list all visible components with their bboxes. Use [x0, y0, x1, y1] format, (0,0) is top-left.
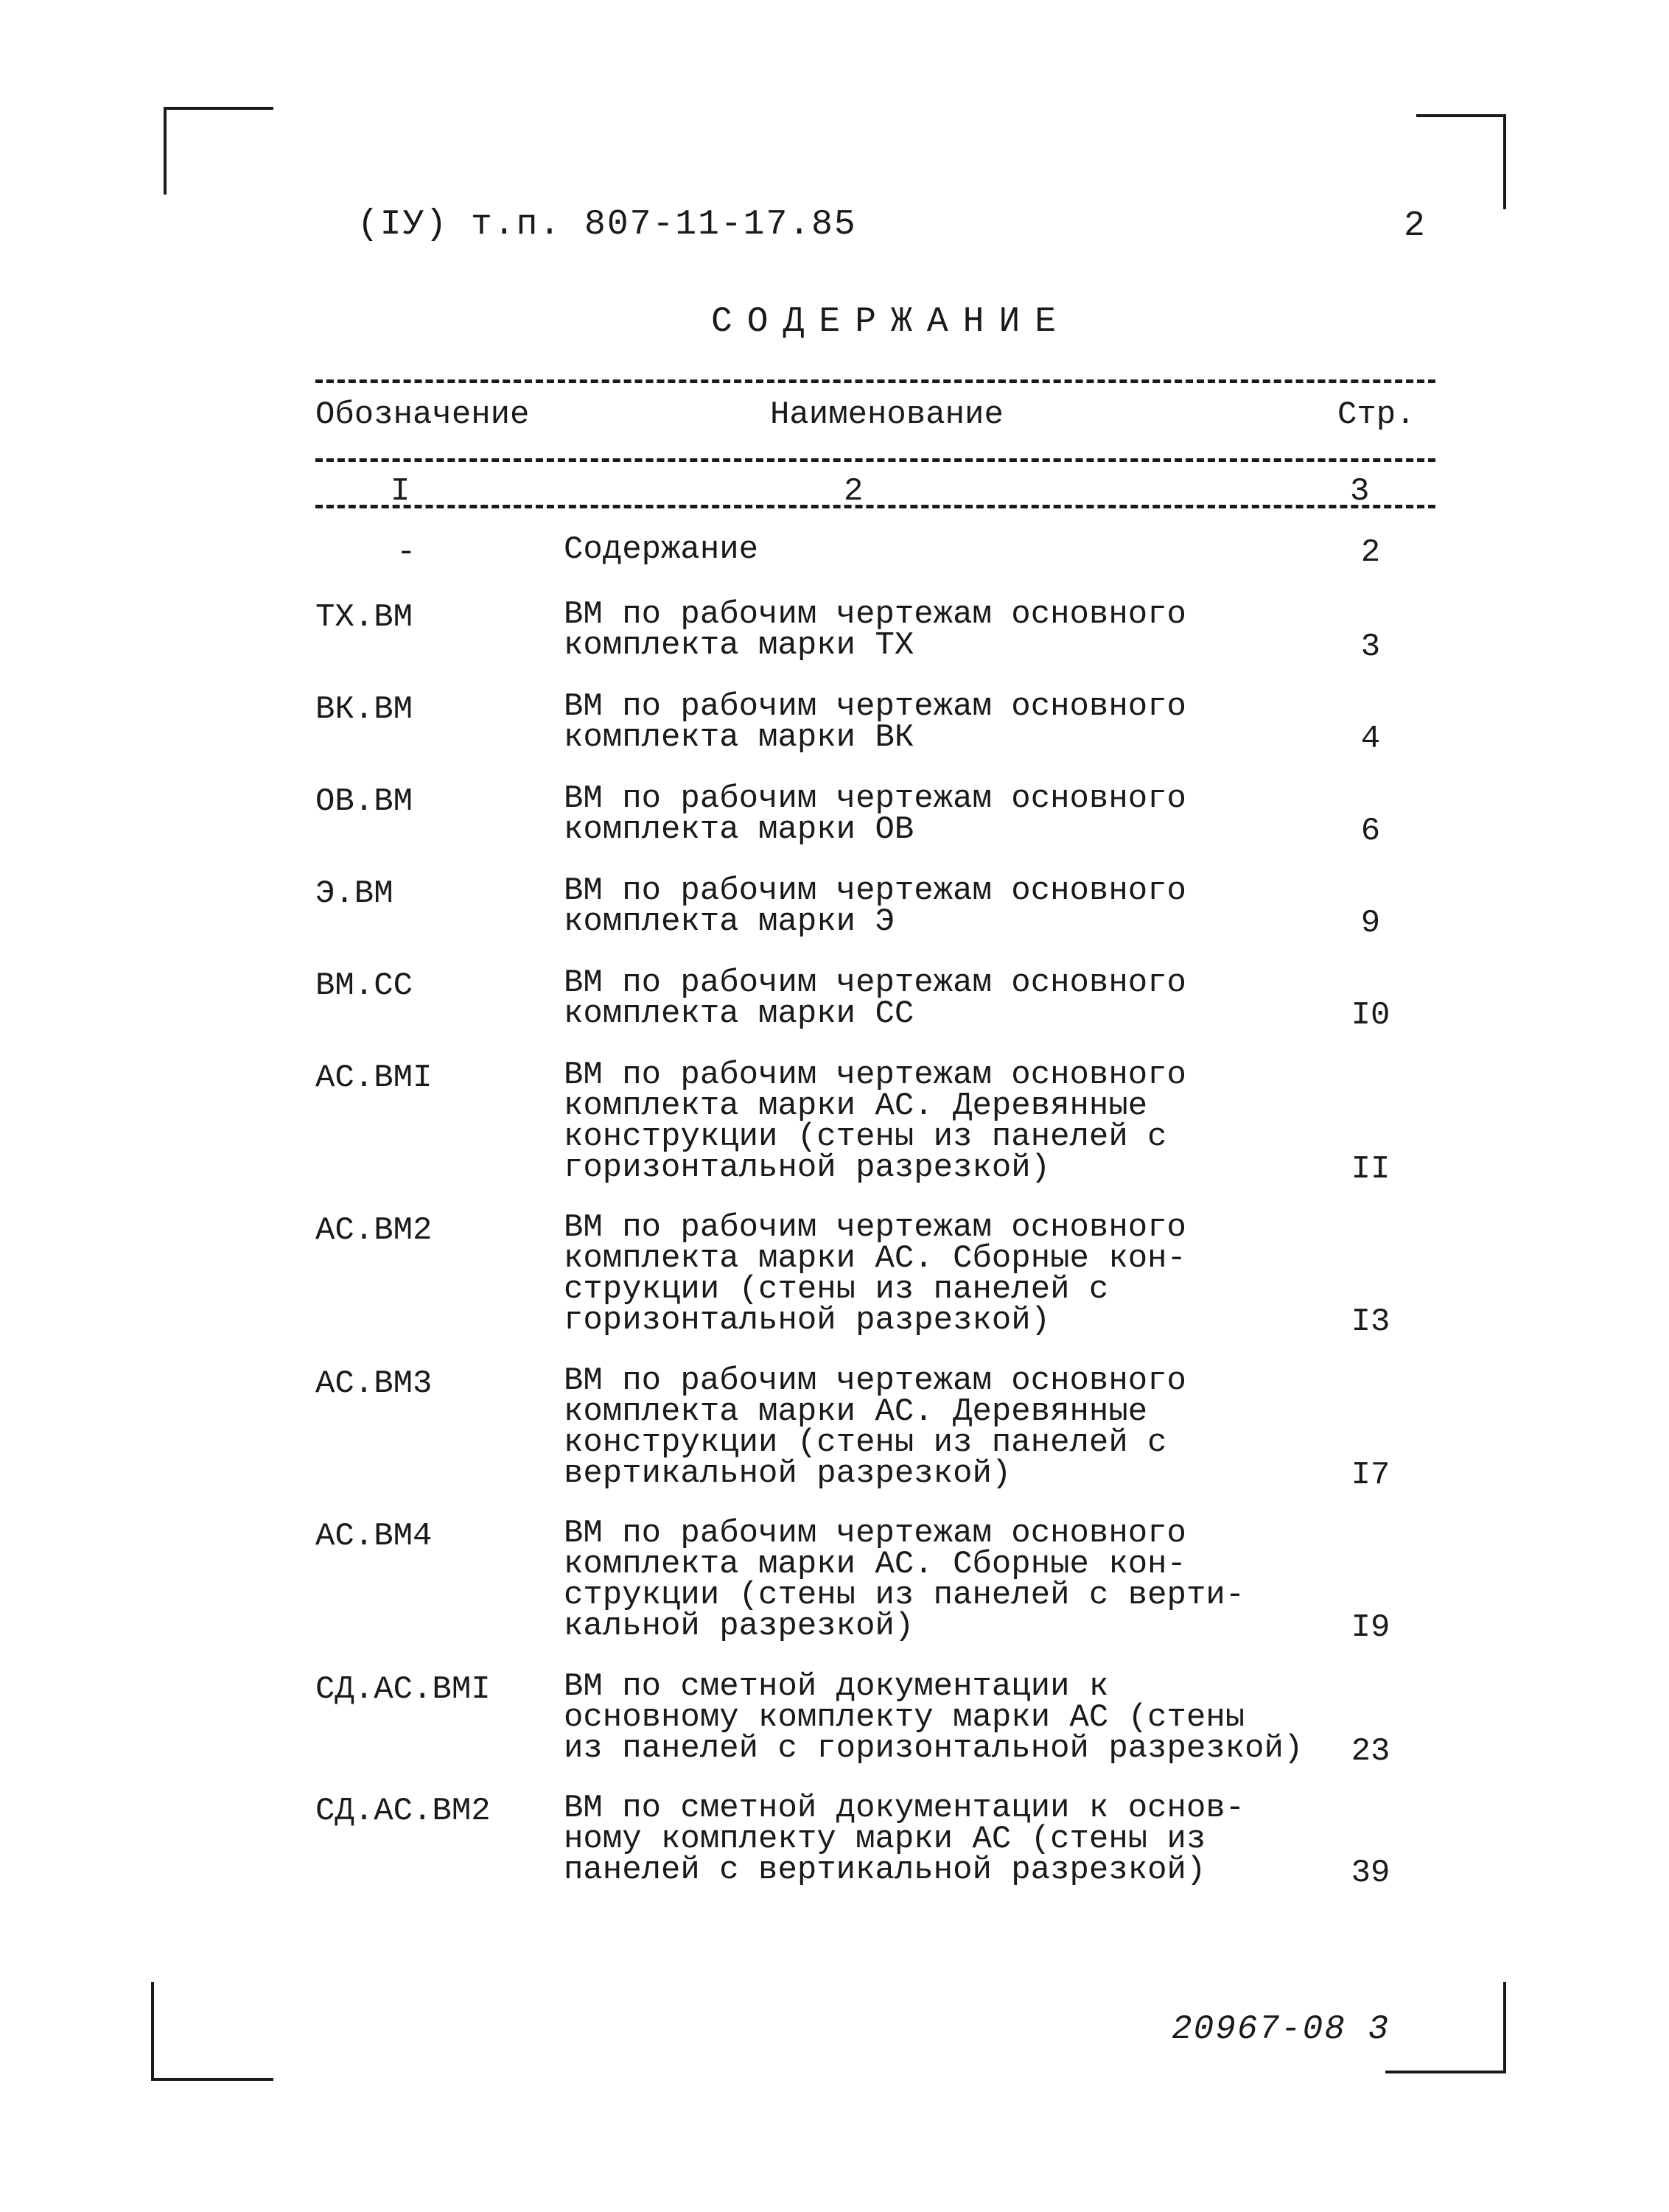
row-designation: АС.ВМ3 [315, 1365, 433, 1402]
row-page: 23 [1351, 1733, 1390, 1770]
row-page: I0 [1351, 997, 1390, 1034]
row-name: ВМ по рабочим чертежам основного комплекта марки СС [564, 965, 1186, 1032]
row-designation: - [396, 534, 416, 571]
row-name: Содержание [564, 531, 759, 568]
page-number: 2 [1404, 206, 1425, 246]
row-name: ВМ по рабочим чертежам основного комплекта марки ТХ [564, 596, 1186, 664]
table-top-rule [315, 379, 1435, 383]
row-designation: ВМ.СС [315, 967, 413, 1004]
column-header-designation: Обозначение [315, 396, 530, 433]
column-number-3: 3 [1350, 473, 1370, 510]
page-title: СОДЕРЖАНИЕ [711, 302, 1071, 342]
row-name: ВМ по рабочим чертежам основного комплекта марки АС. Сборные кон- струкции (стены из панелей с верти- кальной разрезкой) [564, 1515, 1245, 1645]
table-header-rule [315, 458, 1435, 462]
row-designation: ОВ.ВМ [315, 783, 413, 820]
row-designation: АС.ВМ2 [315, 1212, 433, 1249]
row-page: II [1351, 1151, 1390, 1188]
row-name: ВМ по сметной документации к основному комплекту марки АС (стены из панелей с горизонтальной разрезкой) [564, 1668, 1304, 1767]
row-page: I7 [1351, 1457, 1390, 1494]
row-name: ВМ по рабочим чертежам основного комплекта марки ВК [564, 688, 1186, 756]
row-page: I3 [1351, 1303, 1390, 1340]
row-name: ВМ по сметной документации к основ- ному комплекту марки АС (стены из панелей с вертикальной разрезкой) [564, 1790, 1245, 1889]
column-header-name: Наименование [770, 396, 1004, 433]
row-name: ВМ по рабочим чертежам основного комплекта марки Э [564, 872, 1186, 940]
row-name: ВМ по рабочим чертежам основного комплекта марки ОВ [564, 780, 1186, 848]
archive-stamp: 20967-08 3 [1172, 2010, 1390, 2048]
column-number-2: 2 [844, 473, 864, 510]
row-designation: Э.ВМ [315, 875, 393, 912]
row-designation: ВК.ВМ [315, 691, 413, 728]
row-name: ВМ по рабочим чертежам основного комплекта марки АС. Деревянные конструкции (стены из панелей с горизонтальной разрезкой) [564, 1057, 1186, 1186]
table-numbering-rule [315, 505, 1435, 508]
row-name: ВМ по рабочим чертежам основного комплекта марки АС. Сборные кон- струкции (стены из панелей с горизонтальной разрезкой) [564, 1209, 1186, 1339]
row-designation: АС.ВМI [315, 1060, 433, 1096]
row-designation: СД.АС.ВМI [315, 1671, 491, 1708]
row-page: 39 [1351, 1855, 1390, 1891]
row-page: I9 [1351, 1609, 1390, 1646]
row-page: 6 [1360, 813, 1381, 850]
column-number-1: I [391, 473, 410, 510]
row-designation: ТХ.ВМ [315, 599, 413, 636]
row-page: 4 [1360, 721, 1381, 757]
row-designation: СД.АС.ВМ2 [315, 1793, 491, 1830]
row-page: 2 [1360, 534, 1381, 571]
row-name: ВМ по рабочим чертежам основного комплекта марки АС. Деревянные конструкции (стены из панелей с вертикальной разрезкой) [564, 1362, 1186, 1492]
corner-mark-bottom-right [1385, 1982, 1506, 2073]
row-page: 9 [1360, 905, 1381, 942]
corner-mark-top-right [1416, 114, 1506, 209]
row-page: 3 [1360, 629, 1381, 665]
corner-mark-top-left [164, 107, 273, 195]
document-code: (IУ) т.п. 807-11-17.85 [357, 205, 857, 245]
column-header-page: Стр. [1337, 396, 1416, 433]
corner-mark-bottom-left [151, 1982, 273, 2081]
row-designation: АС.ВМ4 [315, 1518, 433, 1555]
